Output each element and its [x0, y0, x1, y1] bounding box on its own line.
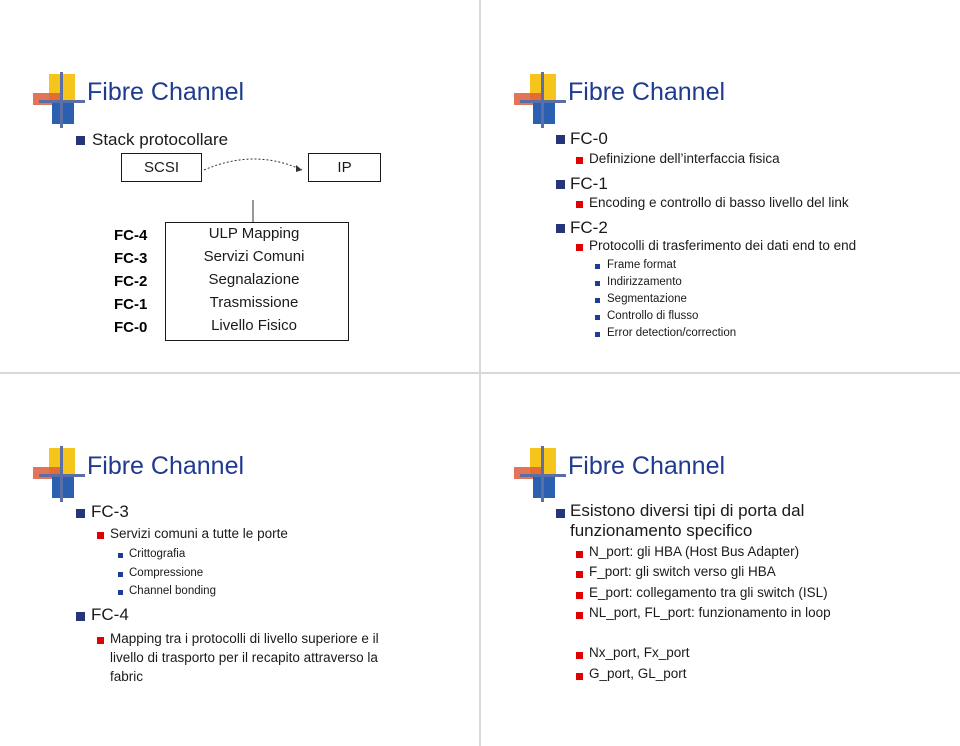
bullet-icon [576, 652, 583, 659]
bullet-text: Indirizzamento [607, 276, 682, 288]
bullet-text: FC-2 [570, 218, 608, 237]
fc-label: FC-2 [114, 273, 148, 290]
fc-label: FC-4 [114, 227, 148, 244]
scsi-box: SCSI [121, 153, 202, 182]
bullet-text: FC-3 [91, 502, 129, 521]
bullet-text: Protocolli di trasferimento dei dati end to end [589, 238, 857, 253]
bullet-text: Definizione dell’interfaccia fisica [589, 151, 780, 166]
bullet-text-continuation: funzionamento specifico [570, 521, 753, 540]
bullet-icon [576, 592, 583, 599]
bullet-text: Frame format [607, 259, 677, 271]
logo-icon [33, 446, 83, 502]
bullet-icon [576, 571, 583, 578]
slide-3 [0, 374, 479, 746]
bullet-icon [595, 298, 600, 303]
bullet-icon [556, 180, 565, 189]
bullet-text: Mapping tra i protocolli di livello superiore e il [110, 631, 379, 646]
bullet-icon [595, 315, 600, 320]
layer-name: ULP Mapping [208, 225, 300, 242]
layer-name: Segnalazione [208, 271, 300, 288]
fc-label: FC-0 [114, 319, 148, 336]
bullet-text: Servizi comuni a tutte le porte [110, 526, 288, 541]
bullet-icon [556, 135, 565, 144]
bullet-text: Channel bonding [129, 585, 216, 597]
bullet-icon [576, 201, 583, 208]
bullet-text: Error detection/correction [607, 327, 737, 339]
bullet-text-continuation: fabric [110, 669, 144, 684]
bullet-text: E_port: collegamento tra gli switch (ISL) [589, 585, 828, 600]
slide-1 [0, 0, 479, 372]
bullet-icon [76, 509, 85, 518]
bullet-icon [576, 673, 583, 680]
bullet-text: N_port: gli HBA (Host Bus Adapter) [589, 544, 800, 559]
bullet-text-continuation: livello di trasporto per il recapito attraverso la [110, 650, 378, 665]
bullet-icon [556, 224, 565, 233]
bullet-icon [118, 590, 123, 595]
bullet-icon [97, 532, 104, 539]
fc-label: FC-3 [114, 250, 148, 267]
bullet-icon [118, 553, 123, 558]
bullet-text: F_port: gli switch verso gli HBA [589, 564, 776, 579]
bullet-text: Encoding e controllo di basso livello del link [589, 195, 849, 210]
bullet-text: Stack protocollare [92, 130, 229, 149]
bullet-text: Nx_port, Fx_port [589, 645, 690, 660]
ip-box: IP [308, 153, 381, 182]
bullet-text: G_port, GL_port [589, 666, 687, 681]
bullet-text: FC-4 [91, 605, 129, 624]
slide-title: Fibre Channel [87, 78, 245, 106]
layer-name: Trasmissione [209, 294, 299, 311]
bullet-text: Crittografia [129, 548, 186, 560]
bullet-text: Esistono diversi tipi di porta dal [570, 501, 805, 520]
logo-icon [514, 446, 564, 502]
logo-icon [514, 72, 564, 128]
bullet-text: FC-0 [570, 129, 608, 148]
bullet-icon [97, 637, 104, 644]
bullet-icon [595, 281, 600, 286]
slide-title: Fibre Channel [87, 452, 245, 480]
bullet-icon [576, 612, 583, 619]
bullet-text: NL_port, FL_port: funzionamento in loop [589, 605, 831, 620]
bullet-text: Compressione [129, 567, 204, 579]
bullet-icon [76, 612, 85, 621]
bullet-icon [556, 509, 565, 518]
slide-4 [481, 374, 960, 746]
slide-2 [481, 0, 960, 372]
slide-title: Fibre Channel [568, 452, 726, 480]
layer-name: Livello Fisico [211, 317, 297, 334]
slide-title: Fibre Channel [568, 78, 726, 106]
layer-name: Servizi Comuni [203, 248, 305, 265]
fc-label: FC-1 [114, 296, 148, 313]
bullet-icon [576, 244, 583, 251]
bullet-icon [595, 264, 600, 269]
bullet-icon [118, 572, 123, 577]
bullet-text: Segmentazione [607, 293, 687, 305]
bullet-text: Controllo di flusso [607, 310, 699, 322]
bullet-icon [576, 551, 583, 558]
bullet-text: FC-1 [570, 174, 608, 193]
bullet-icon [576, 157, 583, 164]
bullet-icon [595, 332, 600, 337]
